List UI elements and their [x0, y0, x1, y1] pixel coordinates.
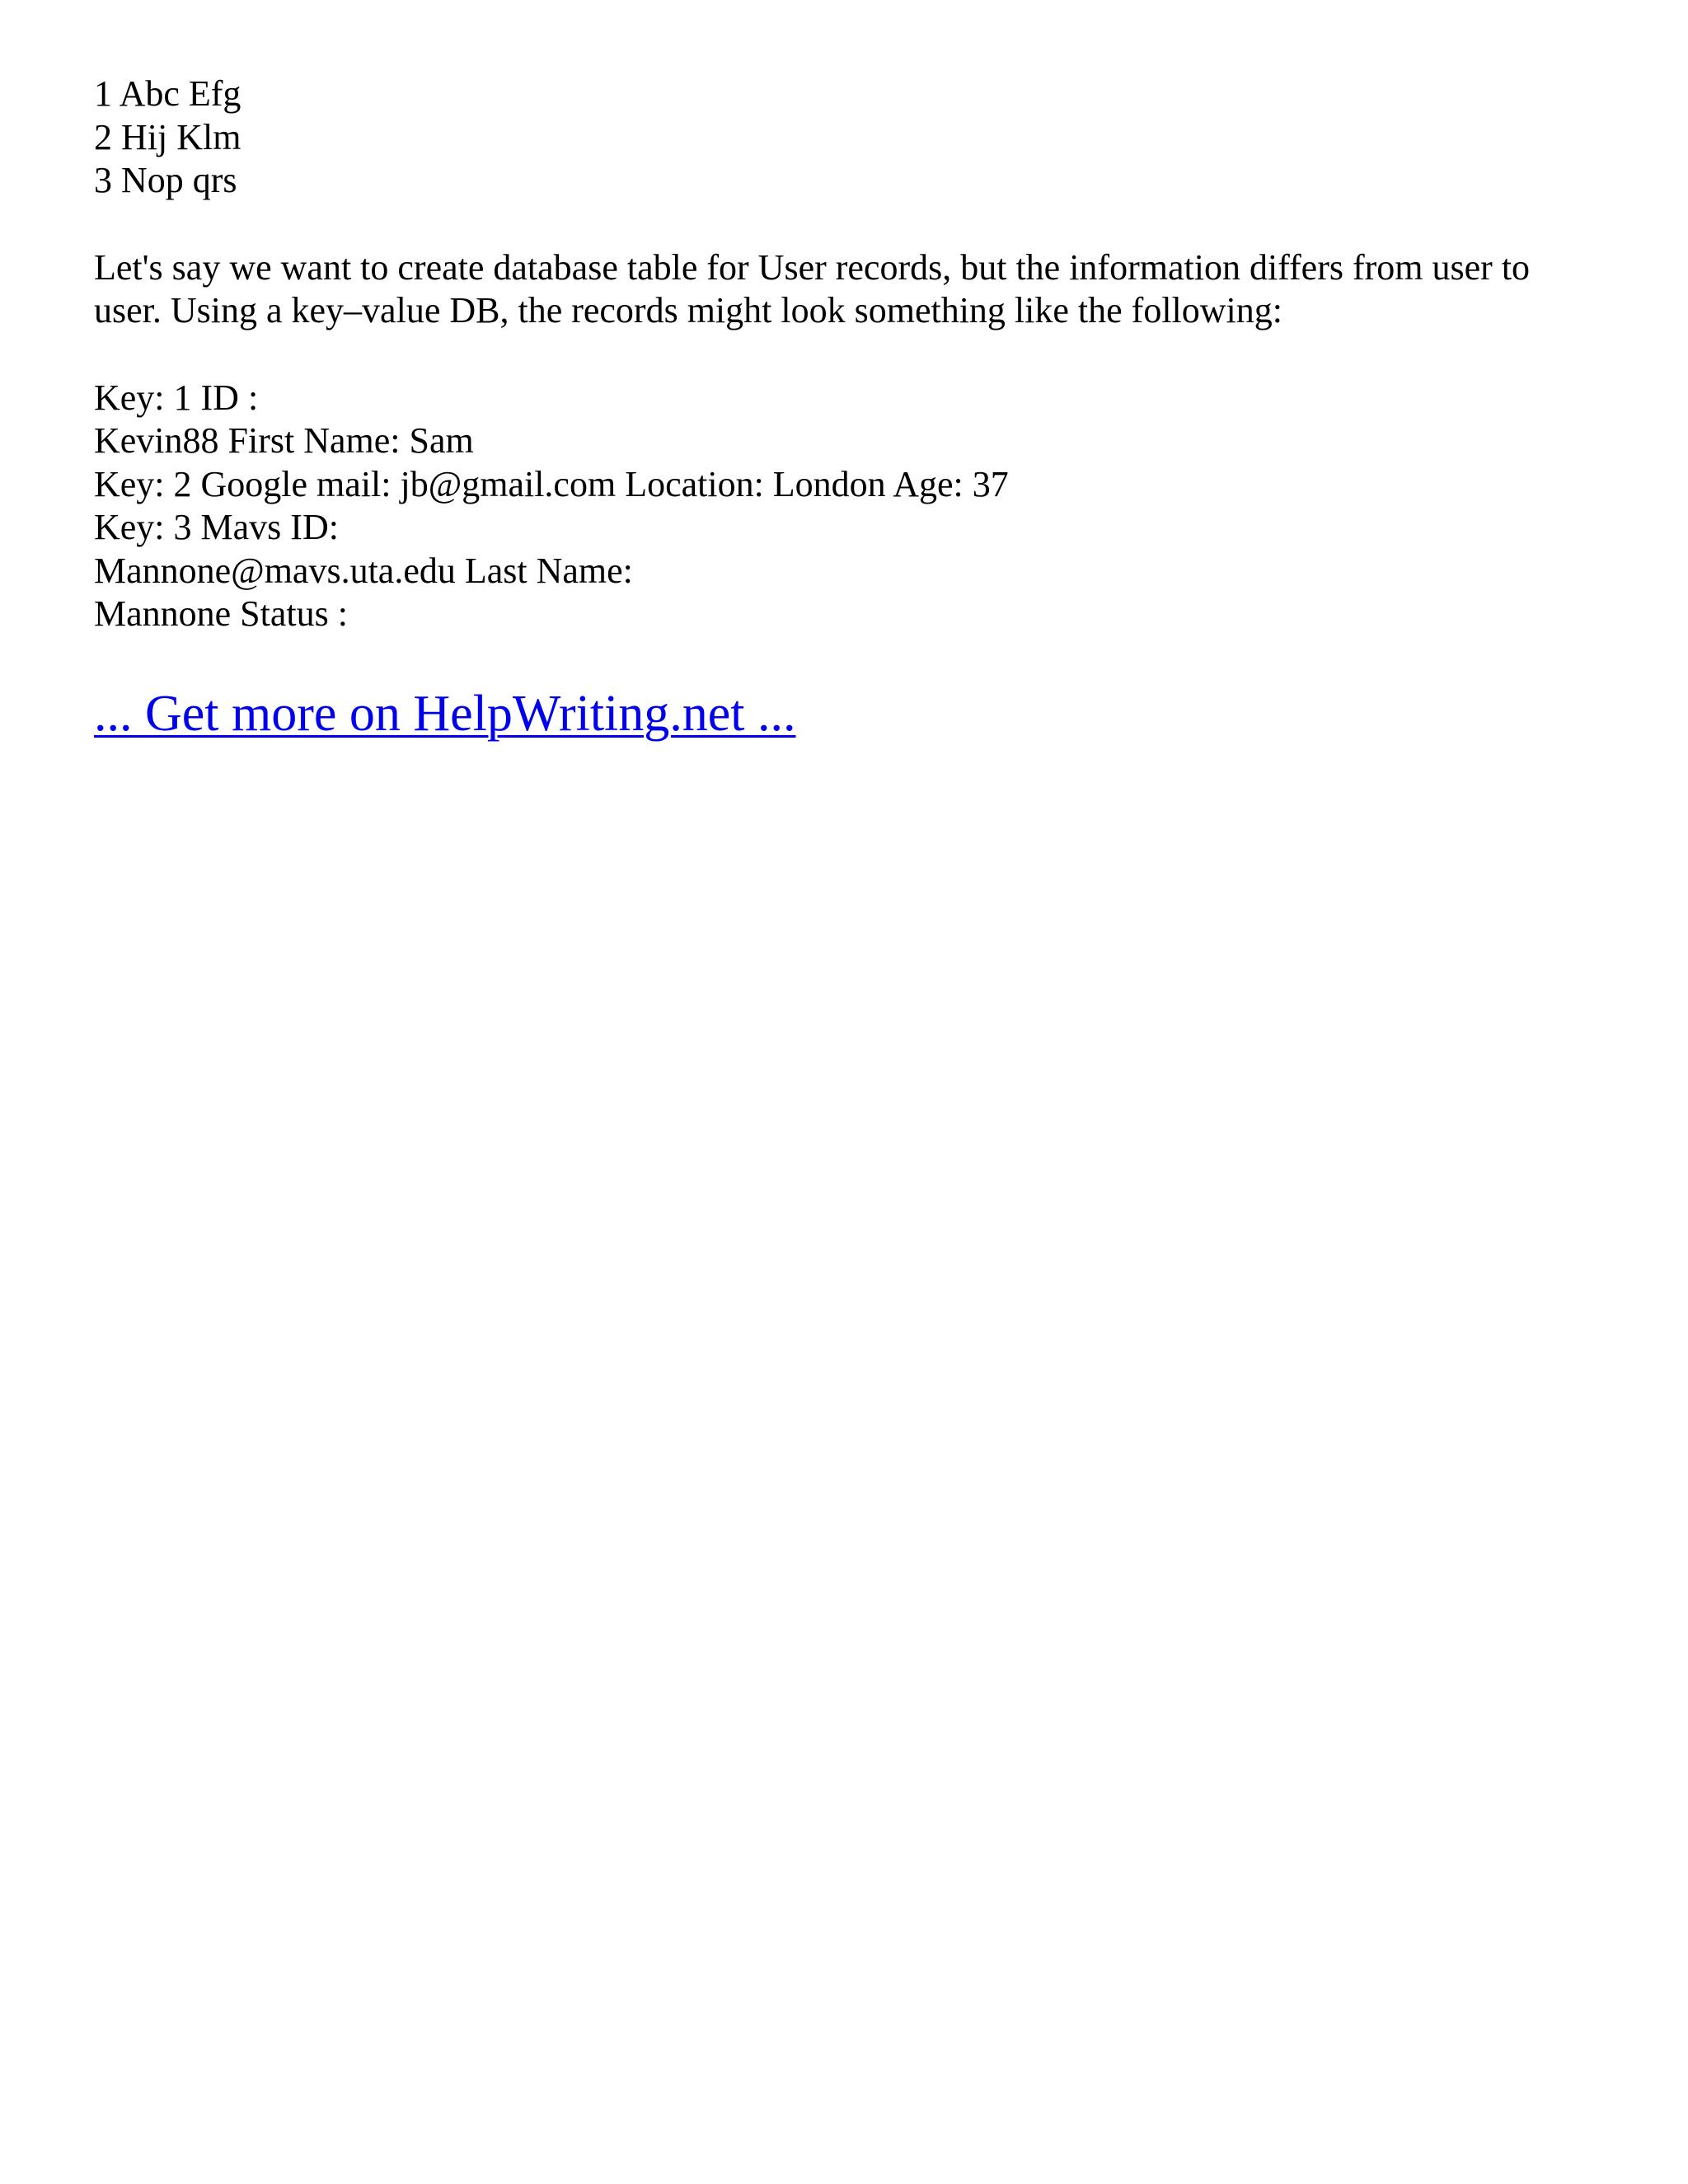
list-item: 1 Abc Efg	[94, 73, 241, 114]
promo-link[interactable]: ... Get more on HelpWriting.net ...	[94, 685, 796, 742]
list-item: 2 Hij Klm	[94, 116, 241, 157]
record-line: Key: 3 Mavs ID:	[94, 507, 339, 547]
spacer	[94, 203, 1594, 246]
document-page	[94, 73, 1594, 743]
record-line: Mannone Status :	[94, 593, 348, 634]
numbered-list	[94, 73, 1594, 203]
intro-paragraph: Let's say we want to create database table for User records, but the information differs from user to user. Using a key–value DB, the records might look something like the following:	[94, 246, 1531, 330]
spacer	[94, 333, 1594, 377]
list-item: 3 Nop qrs	[94, 160, 237, 200]
promo-link-container	[94, 684, 1594, 743]
record-line: Mannone@mavs.uta.edu Last Name:	[94, 550, 633, 591]
record-line: Key: 2 Google mail: jb@gmail.com Location: London Age: 37	[94, 463, 1009, 504]
record-line: Key: 1 ID :	[94, 377, 259, 418]
key-value-records	[94, 377, 1594, 636]
record-line: Kevin88 First Name: Sam	[94, 420, 474, 461]
